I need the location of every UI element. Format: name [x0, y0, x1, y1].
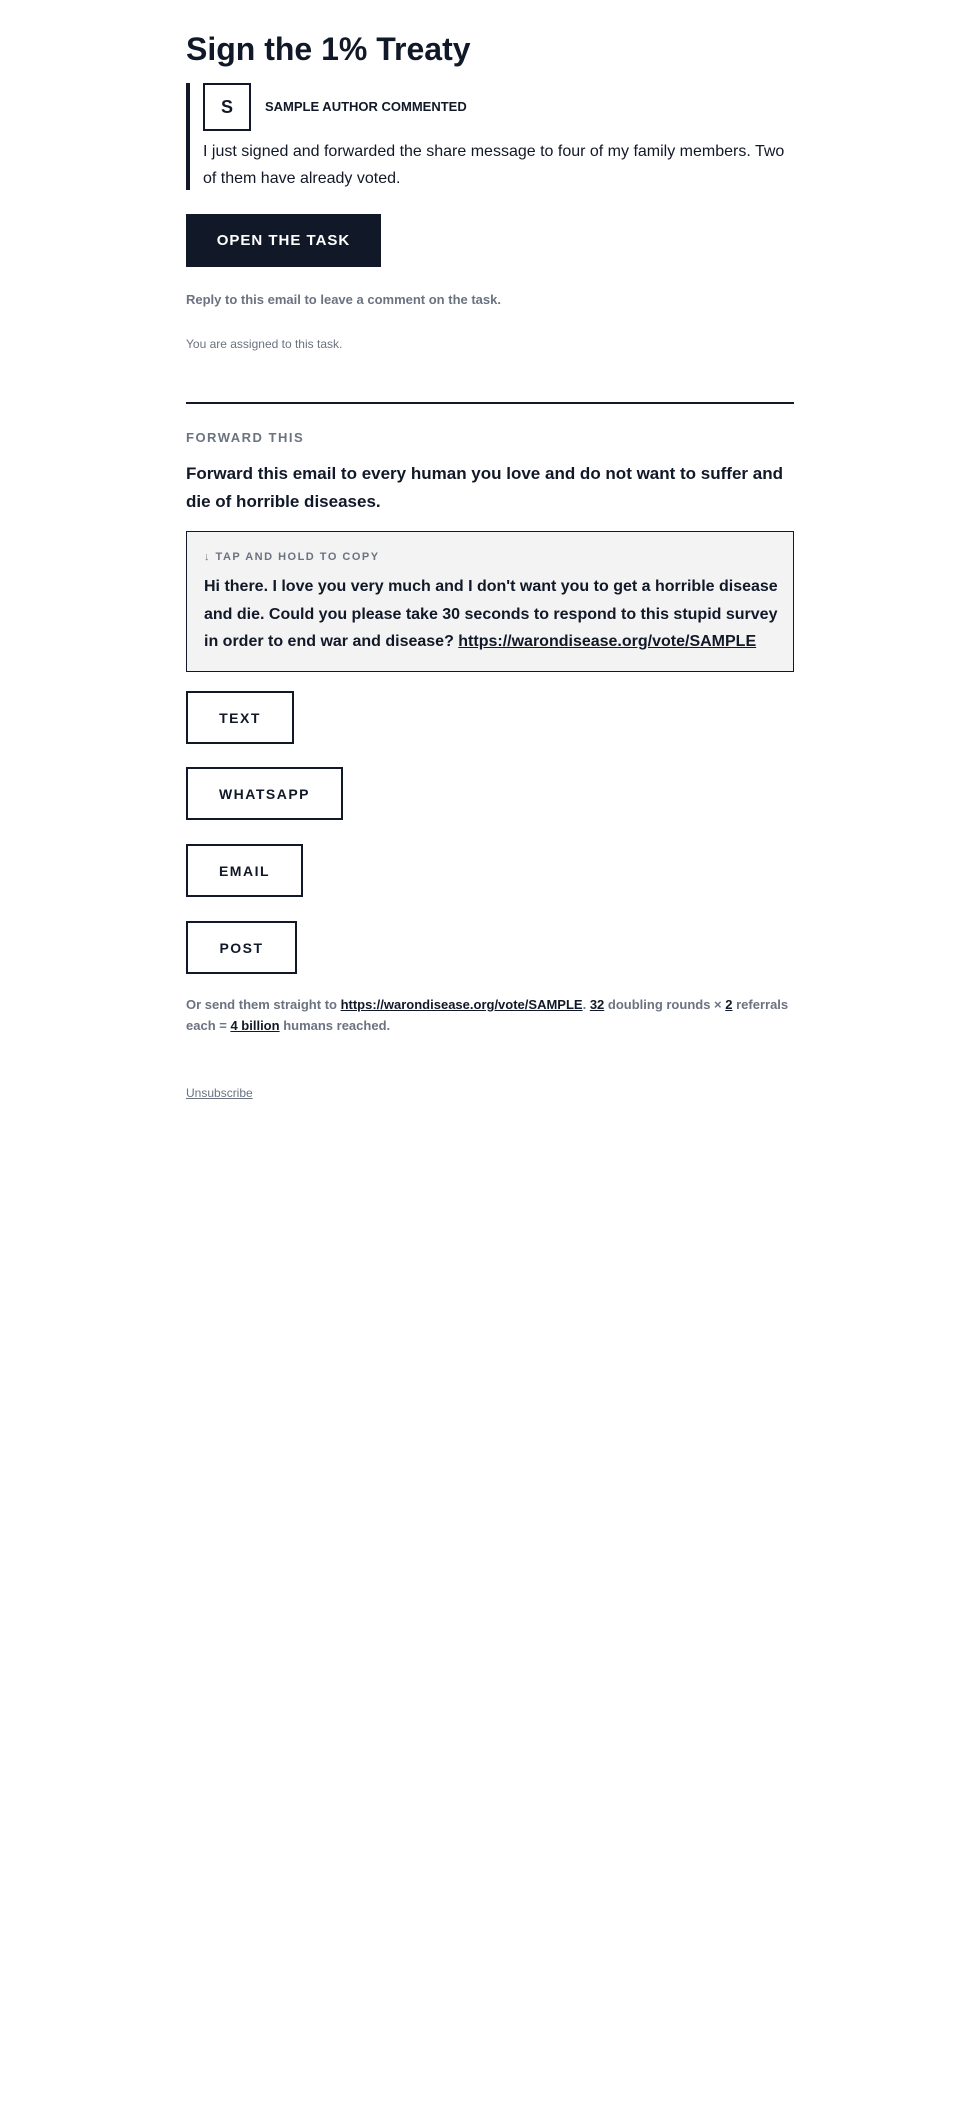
rounds-count[interactable]: 32 — [589, 997, 605, 1012]
share-email-button[interactable]: EMAIL — [186, 844, 303, 897]
copy-message-body: Hi there. I love you very much and I don't want you to get a horrible disease and die. Could you please take 30 seconds to respond to this stupid survey in order to end war and disease? — [204, 578, 778, 650]
avatar: S — [203, 83, 251, 131]
reach-stats — [186, 994, 794, 1036]
stats-prefix: Or send them straight to — [186, 997, 341, 1012]
copy-label: ↓ TAP AND HOLD TO COPY — [204, 551, 380, 563]
stats-vote-link[interactable]: https://warondisease.org/vote/SAMPLE — [340, 997, 583, 1012]
rounds-text: doubling rounds × — [604, 997, 726, 1012]
share-text-button[interactable]: TEXT — [186, 691, 294, 744]
unsubscribe-link[interactable]: Unsubscribe — [186, 1086, 253, 1100]
reach-text: humans reached. — [279, 1018, 391, 1033]
reach-count[interactable]: 4 billion — [230, 1018, 280, 1033]
copy-message-text[interactable] — [204, 573, 779, 656]
referrals-text: referrals each = — [186, 997, 789, 1033]
vote-link[interactable]: https://warondisease.org/vote/SAMPLE — [458, 633, 757, 650]
open-task-button[interactable]: OPEN THE TASK — [186, 214, 381, 267]
page-title: Sign the 1% Treaty — [186, 31, 471, 67]
forward-section-label: FORWARD THIS — [186, 430, 305, 445]
comment-block — [186, 83, 794, 190]
forward-heading: Forward this email to every human you love and do not want to suffer and die of horrible diseases. — [186, 464, 783, 511]
assigned-note: You are assigned to this task. — [186, 337, 343, 351]
reply-note: Reply to this email to leave a comment on the task. — [186, 292, 501, 307]
referrals-count[interactable]: 2 — [725, 997, 733, 1012]
section-divider — [186, 402, 794, 404]
comment-body: I just signed and forwarded the share message to four of my family members. Two of them have already voted. — [203, 143, 785, 187]
comment-author: SAMPLE AUTHOR COMMENTED — [265, 99, 467, 114]
share-whatsapp-button[interactable]: WHATSAPP — [186, 767, 343, 820]
copy-message-box[interactable] — [186, 531, 794, 672]
share-post-button[interactable]: POST — [186, 921, 297, 974]
stats-separator: . — [582, 997, 590, 1012]
